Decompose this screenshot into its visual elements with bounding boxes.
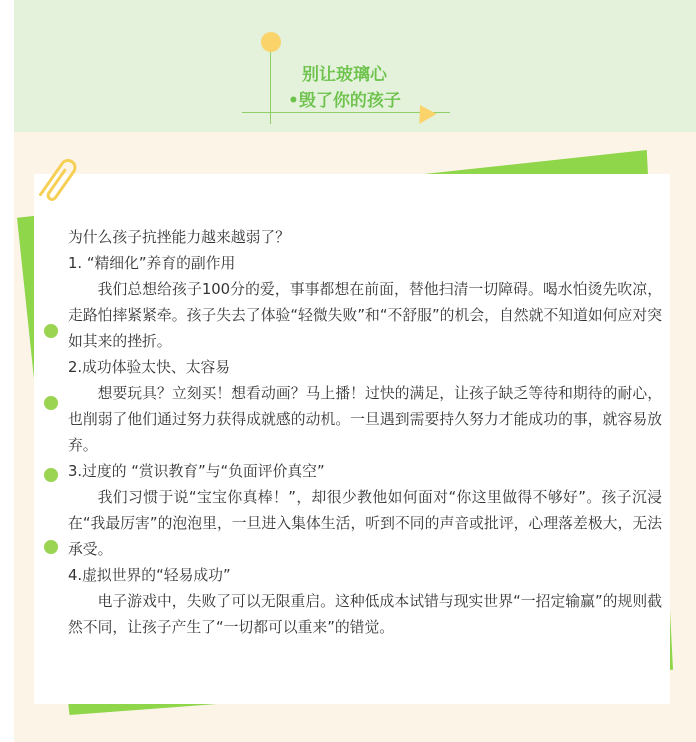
bullet-dot [44, 396, 58, 410]
paperclip-icon [32, 150, 84, 210]
section-heading: 2.成功体验太快、太容易 [68, 359, 231, 376]
section-heading: 1. “精细化”养育的副作用 [68, 255, 236, 272]
article-content [68, 225, 662, 641]
section-body: 我们总想给孩子100分的爱，事事都想在前面，替他扫清一切障碍。喝水怕烫先吹凉，走路怕摔紧紧牵。孩子失去了体验“轻微失败”和“不舒服”的机会，自然就不知道如何应对突如其来的挫折。 [68, 281, 662, 350]
section-body: 电子游戏中，失败了可以无限重启。这种低成本试错与现实世界“一招定输赢”的规则截然不同，让孩子产生了“一切都可以重来”的错觉。 [68, 593, 662, 636]
section-heading: 3.过度的 “赏识教育”与“负面评价真空” [68, 463, 325, 480]
bullet-dot [44, 468, 58, 482]
section-body: 我们习惯于说“宝宝你真棒！”，却很少教他如何面对“你这里做得不够好”。孩子沉浸在“我最厉害”的泡泡里，一旦进入集体生活，听到不同的声音或批评，心理落差极大，无法承受。 [68, 489, 662, 558]
bullet-dot [44, 540, 58, 554]
bullet-dot [44, 324, 58, 338]
article-question: 为什么孩子抗挫能力越来越弱了？ [68, 229, 290, 246]
page-title-line2: •毁了你的孩子 [288, 91, 401, 111]
decor-vertical-line [270, 52, 271, 124]
section-heading: 4.虚拟世界的“轻易成功” [68, 567, 231, 584]
page-title-line1: 别让玻璃心 [302, 65, 387, 85]
decor-dot [261, 32, 281, 52]
section-body: 想要玩具？立刻买！想看动画？马上播！过快的满足，让孩子缺乏等待和期待的耐心，也削弱了他们通过努力获得成就感的动机。一旦遇到需要持久努力才能成功的事，就容易放弃。 [68, 385, 662, 454]
